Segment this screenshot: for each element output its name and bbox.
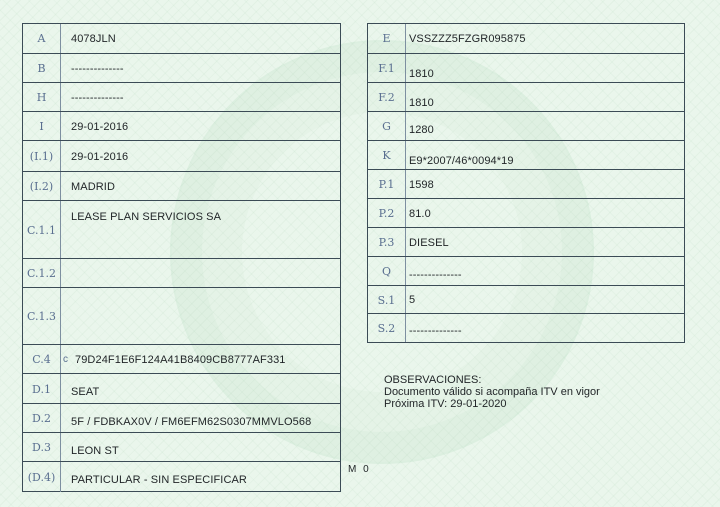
mark-text: M 0 [348,464,371,475]
field-row-i [23,111,340,141]
field-code: F.2 [368,83,406,112]
field-row-b [23,53,340,83]
field-value: 81.0 [409,207,431,220]
field-row-p2 [368,198,684,228]
field-value: 5 [409,294,416,306]
field-code: C.1.2 [23,259,61,288]
field-code: E [368,24,406,53]
field-row-e [368,24,684,53]
field-code: D.2 [23,404,61,433]
field-row-a [23,24,340,53]
field-value: -------------- [71,62,124,75]
observaciones-line: Documento válido si acompaña ITV en vigor [384,386,600,398]
field-row-c12 [23,258,340,288]
field-code: D.1 [23,374,61,404]
field-row-f1 [368,53,684,83]
field-value: LEON ST [71,444,119,457]
field-code: I [23,112,61,141]
field-value: MADRID [71,180,115,193]
field-code: P.2 [368,199,406,228]
field-code: S.1 [368,286,406,314]
field-code: G [368,112,406,141]
field-value: -------------- [71,91,124,104]
field-row-s1 [368,285,684,314]
field-row-d3 [23,432,340,462]
field-row-k [368,140,684,170]
field-value: 79D24F1E6F124A41B8409CB8777AF331 [75,353,286,366]
field-value: 1810 [409,67,434,80]
field-row-c13 [23,287,340,345]
field-code: (I.1) [23,141,61,172]
field-value: 4078JLN [71,32,116,45]
field-value: 29-01-2016 [71,150,129,163]
field-value: 29-01-2016 [71,120,129,133]
field-code: H [23,83,61,112]
field-code: F.1 [368,54,406,83]
field-row-d4 [23,461,340,492]
field-row-c11 [23,200,340,259]
field-row-d1 [23,373,340,404]
right-fields-table [367,23,685,343]
field-code: K [368,141,406,170]
field-row-g [368,111,684,141]
field-row-p3 [368,227,684,257]
left-fields-table [22,23,341,492]
field-row-h [23,82,340,112]
field-code: Q [368,257,406,286]
observaciones-title: OBSERVACIONES: [384,374,482,386]
field-row-f2 [368,82,684,112]
field-row-q [368,256,684,286]
field-value: LEASE PLAN SERVICIOS SA [71,211,222,223]
field-code: S.2 [368,314,406,342]
field-code: B [23,54,61,83]
field-row-c4 [23,344,340,374]
field-value: 1598 [409,178,434,191]
field-row-s2 [368,313,684,342]
field-value: PARTICULAR - SIN ESPECIFICAR [71,474,247,486]
field-code: (D.4) [23,462,61,492]
observaciones-line: Próxima ITV: 29-01-2020 [384,398,507,410]
field-value: 5F / FDBKAX0V / FM6EFM62S0307MMVLO568 [71,415,312,428]
field-code: P.1 [368,170,406,199]
field-code: P.3 [368,228,406,257]
field-code: A [23,24,61,53]
field-code: D.3 [23,433,61,462]
field-code: (I.2) [23,172,61,201]
field-value: SEAT [71,386,100,398]
field-prefix: c [63,354,68,365]
field-code: C.1.3 [23,288,61,345]
field-code: C.4 [23,345,61,374]
field-value: 1810 [409,96,434,109]
field-row-d2 [23,403,340,433]
field-value: -------------- [409,325,462,337]
field-row-i1 [23,140,340,172]
field-row-i2 [23,171,340,201]
field-value: -------------- [409,268,462,281]
field-row-p1 [368,169,684,199]
field-value: E9*2007/46*0094*19 [409,154,514,167]
field-value: DIESEL [409,236,449,249]
observaciones-block [384,374,600,410]
field-value: VSSZZZ5FZGR095875 [409,32,526,45]
field-value: 1280 [409,123,434,136]
field-code: C.1.1 [23,201,61,259]
